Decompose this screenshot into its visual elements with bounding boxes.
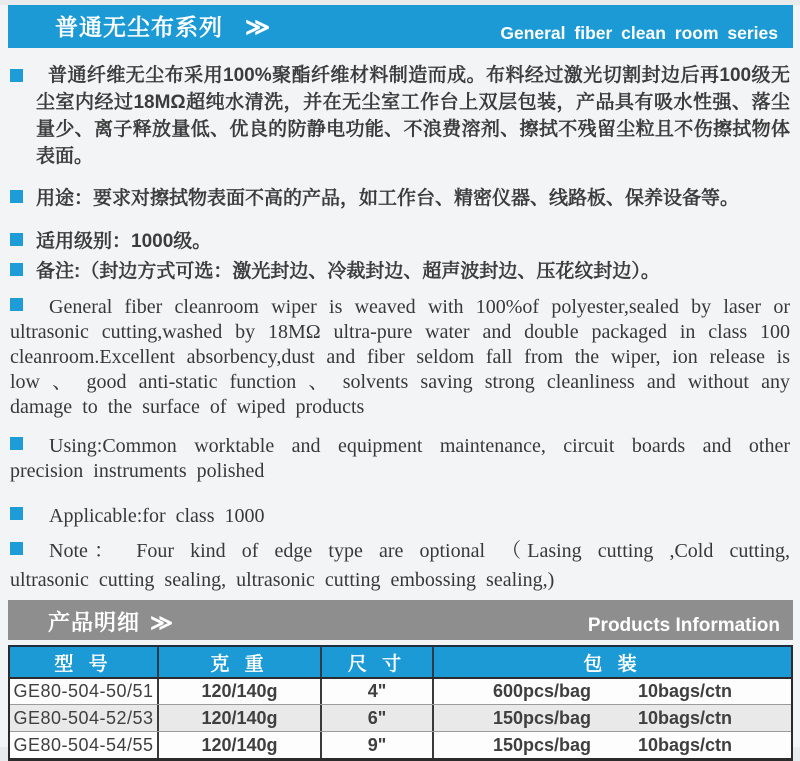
zh-paragraph-description — [10, 62, 790, 170]
weight-cell: 120/140g — [159, 705, 322, 731]
series-header-bar — [8, 5, 793, 48]
products-band-title-zh-text: 产品明细 — [48, 610, 141, 635]
bullet-square-icon — [10, 542, 23, 555]
pack-per-bag: 600pcs/bag — [492, 681, 591, 701]
bullet-square-icon — [10, 507, 23, 520]
series-title-zh-text: 普通无尘布系列 — [55, 14, 223, 40]
en-description-text: General fiber cleanroom wiper is weaved with 100%of polyester,sealed by laser or ultrasonic cutting,washed by 18MΩ ultra-pure water and double packaged in class 100 cleanroom.Excellent absorbency,dust and fiber seldom fall from the wiper, ion release is low 、 good anti-static function 、 solvents saving strong cleanliness and without any damage to the surface of wiped products — [10, 296, 790, 418]
zh-usage-text: 用途：要求对擦拭物表面不高的产品，如工作台、精密仪器、线路板、保养设备等。 — [36, 188, 740, 209]
header-cell-pack: 包 装 — [583, 653, 642, 675]
double-chevron-icon: ≫ — [150, 610, 175, 635]
double-chevron-icon: ≫ — [245, 14, 272, 41]
pack-per-bag: 150pcs/bag — [492, 707, 591, 728]
table-row — [10, 731, 791, 758]
bullet-square-icon — [10, 69, 23, 82]
pack-cell — [434, 732, 791, 758]
size-cell: 9" — [322, 732, 434, 758]
en-paragraph-class — [10, 504, 790, 529]
products-section — [8, 600, 793, 761]
bullet-square-icon — [10, 233, 23, 246]
en-paragraph-usage — [10, 434, 790, 484]
zh-note-text: 备注:（封边方式可选：激光封边、冷裁封边、超声波封边、压花纹封边）。 — [36, 261, 660, 282]
en-paragraph-note — [10, 537, 790, 595]
series-title-en: General fiber clean room series — [500, 23, 778, 43]
series-title-zh — [55, 9, 271, 42]
size-cell: 4" — [322, 679, 434, 704]
size-cell: 6" — [322, 705, 434, 731]
catalog-page — [0, 5, 800, 755]
pack-cell — [434, 705, 791, 731]
en-paragraph-description — [10, 295, 790, 420]
pack-per-carton: 10bags/ctn — [638, 707, 733, 728]
products-band-title-en: Products Information — [587, 615, 780, 636]
pack-per-carton: 10bags/ctn — [638, 734, 733, 755]
header-cell-model: 型 号 — [10, 647, 159, 677]
weight-cell: 120/140g — [159, 732, 322, 758]
body-copy — [10, 62, 790, 595]
en-note-text: Note： Four kind of edge type are optional （Lasing cutting ,Cold cutting, ultrasonic cutting sealing, ultrasonic cutting embossing sealing,) — [10, 540, 790, 591]
spec-table-header-row — [10, 647, 791, 677]
header-cell-weight: 克 重 — [159, 647, 322, 677]
zh-paragraph-usage — [10, 185, 790, 212]
model-cell: GE80-504-54/55 — [10, 732, 159, 758]
en-usage-text: Using:Common worktable and equipment maintenance, circuit boards and other precision instruments polished — [10, 435, 790, 482]
products-band-title-zh — [48, 606, 174, 637]
bullet-square-icon — [10, 437, 23, 450]
pack-per-bag: 150pcs/bag — [492, 734, 591, 755]
table-row — [10, 704, 791, 731]
pack-per-carton: 10bags/ctn — [638, 681, 733, 701]
zh-class-text: 适用级别：1000级。 — [36, 231, 212, 252]
bullet-square-icon — [10, 190, 23, 203]
zh-description-text: 普通纤维无尘布采用100%聚酯纤维材料制造而成。布料经过激光切割封边后再100级无尘室内经过18MΩ超纯水清洗，并在无尘室工作台上双层包装，产品具有吸水性强、落尘量少、离子释放量低、优良的防静电功能、不浪费溶剂、擦拭不残留尘粒且不伤擦拭物体表面。 — [36, 65, 790, 167]
header-cell-size: 尺 寸 — [322, 647, 434, 677]
zh-paragraph-class — [10, 228, 790, 255]
model-cell: GE80-504-50/51 — [10, 679, 159, 704]
bullet-square-icon — [10, 298, 23, 311]
zh-paragraph-note — [10, 258, 790, 285]
weight-cell: 120/140g — [159, 679, 322, 704]
bullet-square-icon — [10, 263, 23, 276]
model-cell: GE80-504-52/53 — [10, 705, 159, 731]
spec-table — [8, 645, 793, 761]
pack-cell — [434, 679, 791, 704]
table-row — [10, 677, 791, 704]
en-class-text: Applicable:for class 1000 — [49, 505, 265, 527]
products-band — [8, 600, 793, 640]
